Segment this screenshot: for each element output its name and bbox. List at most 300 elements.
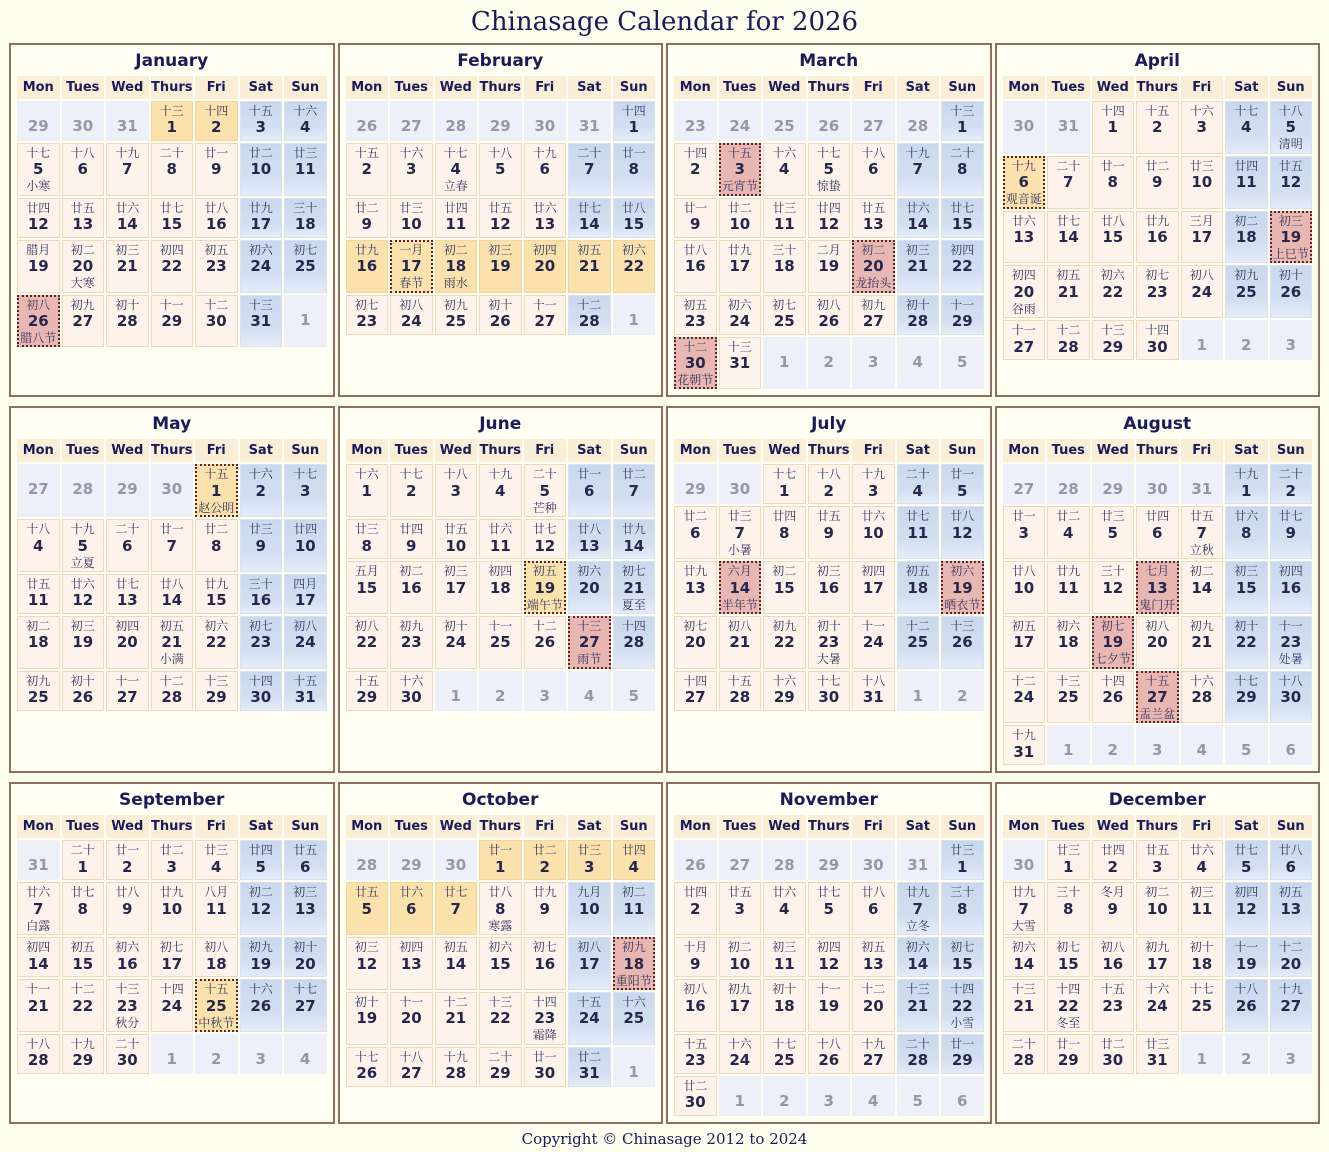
dow-header-wed: Wed [1092, 815, 1135, 838]
day-number: 31 [27, 856, 49, 875]
day-cell [390, 240, 433, 293]
dow-header-thurs: Thurs [479, 815, 522, 838]
day-cell [17, 979, 60, 1032]
day-number: 12 [818, 215, 840, 234]
day-cell [240, 937, 283, 977]
adjacent-day-cell [897, 101, 940, 141]
day-number: 25 [773, 1051, 795, 1070]
dow-header-wed: Wed [763, 439, 806, 462]
day-number: 4 [912, 481, 923, 500]
lunar-date: 廿四 [772, 509, 797, 524]
lunar-date: 廿八 [1011, 564, 1036, 579]
week-row [674, 616, 984, 669]
day-number: 24 [445, 633, 467, 652]
day-cell [151, 616, 194, 669]
day-cell [240, 143, 283, 196]
lunar-date: 一月 [399, 242, 424, 257]
day-number: 3 [255, 1050, 266, 1069]
day-number: 23 [116, 996, 138, 1015]
lunar-date: 十二 [70, 982, 95, 997]
dow-header-sat: Sat [240, 815, 283, 838]
day-number: 23 [684, 1051, 706, 1070]
day-number: 17 [862, 578, 884, 597]
lunar-date: 初四 [1234, 885, 1259, 900]
day-number: 18 [1235, 227, 1257, 246]
day-number: 4 [300, 118, 311, 137]
day-cell [1092, 979, 1135, 1032]
day-number: 26 [356, 1064, 378, 1083]
day-cell [524, 616, 567, 669]
lunar-date: 廿一 [159, 522, 184, 537]
week-row [346, 240, 656, 293]
day-cell [897, 561, 940, 614]
day-cell [346, 1047, 389, 1087]
day-number: 5 [77, 536, 88, 555]
day-cell [17, 937, 60, 977]
lunar-date: 初六 [115, 940, 140, 955]
day-cell [1136, 616, 1179, 669]
day-cell [151, 937, 194, 977]
lunar-date: 廿一 [488, 843, 513, 858]
day-number: 14 [907, 215, 929, 234]
dow-header-tues: Tues [1047, 76, 1090, 99]
festival-label: 夏至 [621, 597, 646, 612]
lunar-date: 十三 [950, 104, 975, 118]
day-cell [17, 519, 60, 572]
day-cell [719, 198, 762, 238]
lunar-date: 十三 [727, 339, 752, 354]
day-cell [568, 992, 611, 1045]
adjacent-day-cell [674, 101, 717, 141]
day-number: 16 [1146, 227, 1168, 246]
day-cell [674, 295, 717, 335]
lunar-date: 初七 [950, 940, 975, 955]
lunar-date: 十一 [159, 297, 184, 312]
lunar-date: 初三 [816, 564, 841, 579]
dow-header-fri: Fri [1181, 76, 1224, 99]
day-number: 4 [1196, 857, 1207, 876]
lunar-date: 十七 [443, 146, 468, 160]
day-cell [435, 937, 478, 990]
adjacent-day-cell [1003, 464, 1046, 504]
lunar-date: 初四 [861, 564, 886, 579]
day-cell [17, 198, 60, 238]
day-cell [568, 1047, 611, 1087]
lunar-date: 廿三 [1100, 509, 1125, 524]
dow-header-sun: Sun [613, 815, 656, 838]
festival-label: 大暑 [816, 652, 841, 667]
day-number: 8 [1063, 899, 1074, 918]
day-number: 30 [684, 353, 706, 372]
lunar-date: 初九 [70, 297, 95, 312]
day-number: 9 [1152, 173, 1163, 192]
day-cell [568, 840, 611, 880]
day-number: 6 [300, 857, 311, 876]
dow-header-sat: Sat [568, 439, 611, 462]
day-number: 24 [1191, 282, 1213, 301]
day-number: 1 [495, 857, 506, 876]
dow-header-fri: Fri [852, 439, 895, 462]
lunar-date: 十八 [70, 146, 95, 160]
lunar-date: 初四 [26, 940, 51, 955]
festival-label: 观音诞 [1005, 192, 1042, 207]
adjacent-day-cell [1092, 464, 1135, 504]
lunar-date: 十六 [621, 995, 646, 1010]
day-number: 3 [1285, 1050, 1296, 1069]
day-cell [17, 1034, 60, 1074]
day-cell [613, 464, 656, 517]
day-number: 21 [161, 633, 183, 652]
month-title: January [135, 51, 209, 71]
lunar-date: 十九 [905, 146, 930, 160]
day-number: 13 [400, 954, 422, 973]
week-row [346, 519, 656, 559]
day-cell [568, 616, 611, 669]
lunar-date: 廿三 [1056, 843, 1081, 858]
adjacent-day-cell [1270, 320, 1313, 360]
day-number: 4 [211, 857, 222, 876]
lunar-date: 廿一 [621, 146, 646, 160]
day-cell [1181, 265, 1224, 318]
month-title: December [1108, 790, 1206, 811]
lunar-date: 廿九 [204, 576, 229, 591]
day-number: 16 [400, 578, 422, 597]
day-cell [195, 198, 238, 238]
lunar-date: 十四 [248, 673, 273, 688]
day-cell [941, 979, 984, 1032]
adjacent-day-cell [17, 464, 60, 517]
day-cell [852, 882, 895, 935]
month-title: September [119, 790, 225, 811]
week-row [346, 464, 656, 517]
day-number: 26 [818, 1051, 840, 1070]
day-cell [62, 937, 105, 977]
day-cell [763, 143, 806, 196]
day-number: 30 [1013, 856, 1035, 875]
day-number: 11 [1191, 899, 1213, 918]
adjacent-day-cell [151, 1034, 194, 1074]
dow-header-mon: Mon [17, 815, 60, 838]
dow-header-wed: Wed [435, 76, 478, 99]
lunar-date: 十六 [354, 467, 379, 482]
day-number: 7 [166, 536, 177, 555]
day-cell [1047, 616, 1090, 669]
day-number: 19 [818, 257, 840, 276]
day-number: 27 [72, 311, 94, 330]
day-number: 2 [122, 857, 133, 876]
lunar-date: 十月 [683, 940, 708, 955]
dow-header-fri: Fri [1181, 439, 1224, 462]
lunar-date: 十九 [70, 1037, 95, 1052]
day-cell [240, 198, 283, 238]
dow-header-wed: Wed [435, 439, 478, 462]
festival-label: 雨节 [577, 652, 602, 667]
day-cell [524, 561, 567, 614]
day-cell [1136, 101, 1179, 154]
day-number: 10 [250, 160, 272, 179]
dow-header-sat: Sat [1225, 76, 1268, 99]
day-number: 27 [684, 688, 706, 707]
day-number: 2 [690, 160, 701, 179]
dow-header-sun: Sun [941, 439, 984, 462]
day-number: 3 [734, 899, 745, 918]
day-number: 6 [868, 899, 879, 918]
lunar-date: 初十 [354, 995, 379, 1010]
month-table [15, 813, 329, 1076]
lunar-date: 二十 [1011, 1037, 1036, 1052]
day-number: 18 [773, 996, 795, 1015]
day-cell [62, 574, 105, 614]
day-number: 1 [628, 310, 639, 329]
day-number: 9 [122, 899, 133, 918]
adjacent-day-cell [808, 1076, 851, 1116]
dow-header-thurs: Thurs [151, 76, 194, 99]
lunar-date: 初九 [26, 673, 51, 688]
day-cell [1181, 616, 1224, 669]
day-cell [62, 240, 105, 293]
day-cell [568, 464, 611, 517]
lunar-date: 腊月 [26, 242, 51, 257]
dow-header-sat: Sat [897, 815, 940, 838]
dow-header-sun: Sun [284, 439, 327, 462]
day-number: 15 [205, 591, 227, 610]
lunar-date: 十一 [950, 297, 975, 312]
day-number: 4 [495, 481, 506, 500]
lunar-date: 十九 [70, 522, 95, 537]
day-number: 21 [907, 996, 929, 1015]
lunar-date: 初七 [683, 618, 708, 633]
week-row [17, 143, 327, 196]
day-number: 3 [1196, 118, 1207, 137]
lunar-date: 初二 [861, 242, 886, 257]
day-number: 9 [406, 536, 417, 555]
day-cell [524, 840, 567, 880]
day-cell [195, 464, 238, 517]
week-row [346, 1047, 656, 1087]
week-row [674, 506, 984, 559]
week-row [1003, 840, 1313, 880]
day-number: 5 [539, 481, 550, 500]
day-number: 30 [534, 1064, 556, 1083]
lunar-date: 廿六 [1234, 509, 1259, 524]
day-number: 11 [489, 536, 511, 555]
week-row [17, 979, 327, 1032]
day-cell [1181, 156, 1224, 209]
day-cell [346, 671, 389, 711]
day-cell [390, 937, 433, 990]
day-number: 26 [684, 856, 706, 875]
day-cell [1225, 979, 1268, 1032]
day-number: 13 [116, 591, 138, 610]
lunar-date: 三十 [1056, 885, 1081, 900]
adjacent-day-cell [1270, 725, 1313, 765]
day-cell [674, 143, 717, 196]
day-cell [941, 840, 984, 880]
day-number: 21 [27, 996, 49, 1015]
lunar-date: 初六 [727, 297, 752, 312]
festival-label: 谷雨 [1011, 301, 1036, 316]
day-cell [674, 882, 717, 935]
day-cell [1092, 1034, 1135, 1074]
day-number: 28 [445, 1064, 467, 1083]
day-cell [1270, 464, 1313, 504]
day-number: 24 [1013, 688, 1035, 707]
day-number: 29 [27, 117, 49, 135]
lunar-date: 十二 [443, 995, 468, 1010]
lunar-date: 廿二 [248, 146, 273, 160]
day-cell [897, 882, 940, 935]
lunar-date: 廿八 [577, 522, 602, 537]
day-cell [852, 464, 895, 504]
lunar-date: 十九 [115, 146, 140, 160]
day-number: 9 [361, 215, 372, 234]
day-number: 2 [823, 352, 834, 371]
day-number: 26 [27, 311, 49, 330]
day-number: 19 [1280, 227, 1302, 246]
day-cell [62, 198, 105, 238]
lunar-date: 初九 [861, 297, 886, 312]
lunar-date: 初四 [950, 242, 975, 257]
lunar-date: 廿七 [577, 200, 602, 215]
day-number: 5 [1107, 523, 1118, 542]
day-number: 31 [862, 688, 884, 707]
day-cell [106, 240, 149, 293]
lunar-date: 廿八 [115, 885, 140, 900]
lunar-date: 廿六 [772, 885, 797, 900]
lunar-date: 十三 [905, 982, 930, 997]
day-number: 21 [1013, 996, 1035, 1015]
day-cell [568, 882, 611, 935]
festival-label: 霜降 [532, 1028, 557, 1043]
dow-header-sat: Sat [897, 439, 940, 462]
lunar-date: 初二 [1145, 885, 1170, 900]
day-number: 9 [211, 160, 222, 179]
day-cell [1003, 561, 1046, 614]
lunar-date: 三十 [950, 885, 975, 900]
day-cell [941, 295, 984, 335]
day-number: 24 [578, 1009, 600, 1028]
day-number: 14 [27, 954, 49, 973]
lunar-date: 廿五 [1189, 509, 1214, 524]
day-number: 23 [400, 633, 422, 652]
dow-header-thurs: Thurs [479, 76, 522, 99]
day-number: 18 [773, 257, 795, 276]
week-row [1003, 882, 1313, 935]
lunar-date: 十二 [577, 297, 602, 312]
day-number: 26 [951, 633, 973, 652]
dow-header-tues: Tues [390, 815, 433, 838]
day-number: 2 [1107, 741, 1118, 760]
day-cell [390, 992, 433, 1045]
adjacent-day-cell [808, 101, 851, 141]
day-cell [17, 882, 60, 935]
lunar-date: 十七 [26, 146, 51, 160]
day-cell [941, 882, 984, 935]
day-cell [390, 1047, 433, 1087]
day-cell [479, 561, 522, 614]
day-cell [390, 671, 433, 711]
day-number: 21 [907, 257, 929, 276]
day-cell [674, 198, 717, 238]
day-cell [1270, 979, 1313, 1032]
day-number: 14 [907, 954, 929, 973]
day-cell [763, 937, 806, 977]
day-number: 23 [684, 117, 706, 135]
dow-header-sat: Sat [568, 76, 611, 99]
day-number: 29 [161, 311, 183, 330]
lunar-date: 二月 [816, 242, 841, 257]
day-cell [524, 519, 567, 559]
lunar-date: 十八 [26, 522, 51, 537]
lunar-date: 三十 [293, 200, 318, 215]
day-cell [524, 198, 567, 238]
day-number: 29 [684, 480, 706, 499]
day-number: 26 [1235, 996, 1257, 1015]
day-cell [524, 295, 567, 335]
lunar-date: 廿三 [950, 843, 975, 858]
adjacent-day-cell [719, 1076, 762, 1116]
lunar-date: 廿九 [354, 242, 379, 257]
week-row [674, 1034, 984, 1074]
day-number: 26 [1280, 282, 1302, 301]
lunar-date: 廿二 [532, 843, 557, 858]
lunar-date: 廿二 [159, 843, 184, 858]
day-cell [1003, 1034, 1046, 1074]
day-cell [106, 295, 149, 348]
day-cell [1003, 882, 1046, 935]
week-row [1003, 211, 1313, 264]
day-cell [852, 295, 895, 335]
adjacent-day-cell [1047, 101, 1090, 154]
day-number: 17 [578, 954, 600, 973]
festival-label: 鬼门开 [1139, 597, 1176, 612]
lunar-date: 廿五 [727, 885, 752, 900]
day-cell [808, 506, 851, 559]
day-number: 10 [578, 899, 600, 918]
day-number: 23 [684, 311, 706, 330]
day-cell [1047, 320, 1090, 360]
dow-header-wed: Wed [435, 815, 478, 838]
day-number: 13 [1280, 899, 1302, 918]
lunar-date: 十八 [816, 467, 841, 482]
day-number: 4 [450, 160, 461, 179]
lunar-date: 二十 [577, 146, 602, 160]
day-number: 16 [684, 996, 706, 1015]
lunar-date: 十四 [1100, 673, 1125, 688]
lunar-date: 初六 [905, 940, 930, 955]
day-cell [719, 561, 762, 614]
day-number: 3 [406, 160, 417, 179]
day-cell [435, 143, 478, 196]
day-cell [62, 979, 105, 1032]
adjacent-day-cell [106, 101, 149, 141]
lunar-date: 六月 [727, 564, 752, 579]
day-cell [435, 295, 478, 335]
day-cell [1092, 937, 1135, 977]
lunar-date: 廿三 [1145, 1037, 1170, 1052]
day-cell [1225, 937, 1268, 977]
day-cell [435, 992, 478, 1045]
lunar-date: 二十 [70, 843, 95, 858]
day-number: 6 [539, 160, 550, 179]
day-number: 31 [578, 117, 600, 135]
day-cell [1047, 937, 1090, 977]
day-number: 29 [72, 1051, 94, 1070]
lunar-date: 十四 [683, 673, 708, 688]
lunar-date: 二十 [159, 146, 184, 160]
day-cell [106, 616, 149, 669]
dow-header-tues: Tues [719, 439, 762, 462]
